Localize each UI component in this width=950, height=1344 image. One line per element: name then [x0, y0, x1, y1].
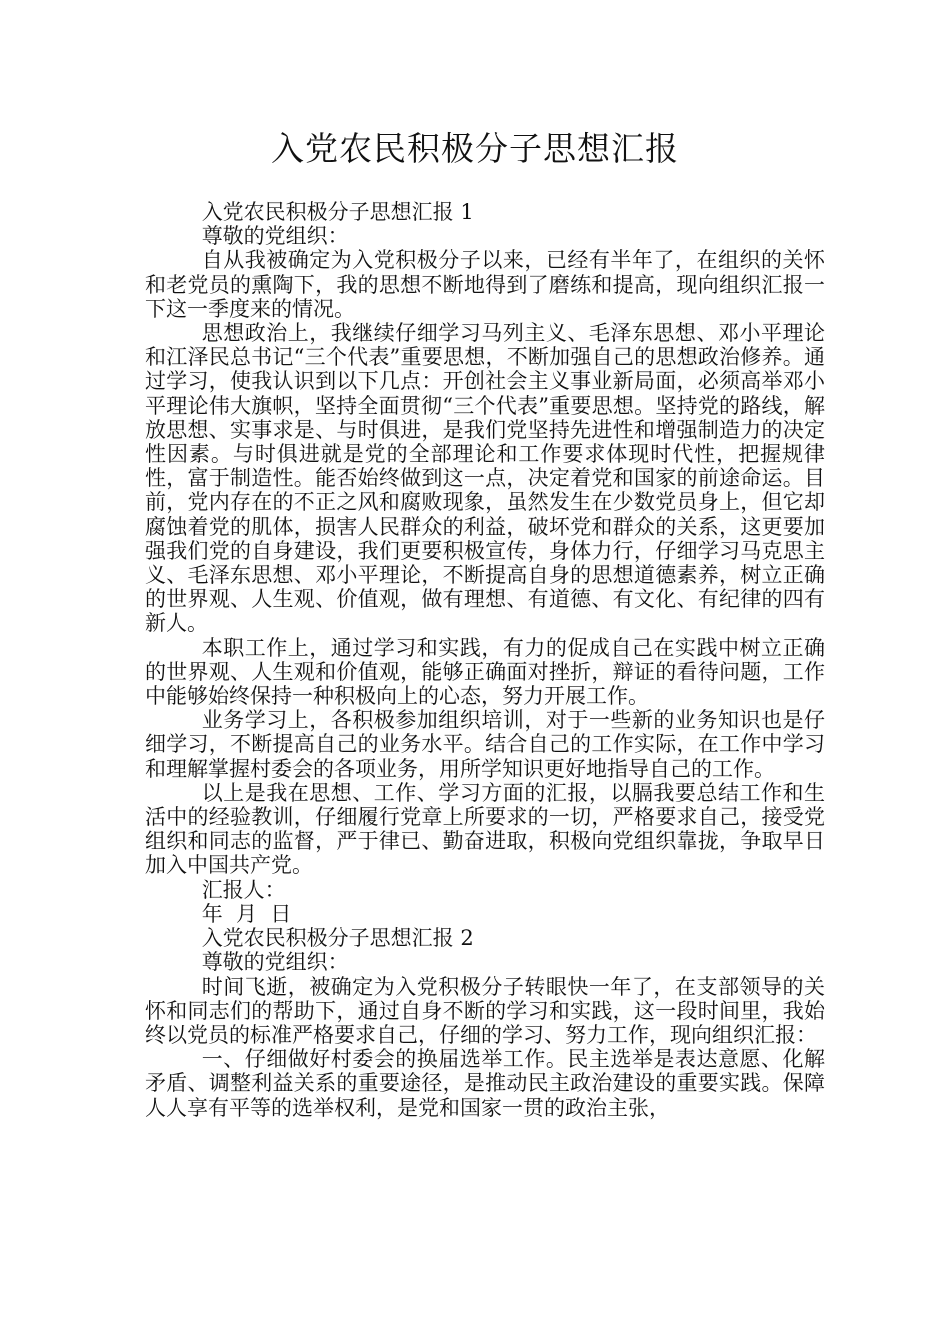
salutation: 尊敬的党组织： [201, 224, 349, 249]
document-body [145, 200, 825, 1120]
document-title: 入党农民积极分子思想汇报 [271, 129, 679, 168]
paragraph: 思想政治上，我继续仔细学习马列主义、毛泽东思想、邓小平理论和江泽民总书记“三个代表”重要思想，不断加强自己的思想政治修养。通过学习，使我认识到以下几点：开创社会主义事业新局面，必须高举邓小平理论伟大旗帜，坚持全面贯彻“三个代表”重要思想。坚持党的路线，解放思想、实事求是、与时俱进，是我们党坚持先进性和增强制造力的决定性因素。与时俱进就是党的全部理论和工作要求体现时代性，把握规律性，富于制造性。能否始终做到这一点，决定着党和国家的前途命运。目前，党内存在的不正之风和腐败现象，虽然发生在少数党员身上，但它却腐蚀着党的肌体，损害人民群众的利益，破坏党和群众的关系，这更要加强我们党的自身建设，我们更要积极宣传，身体力行，仔细学习马克思主义、毛泽东思想、邓小平理论，不断提高自身的思想道德素养，树立正确的世界观、人生观、价值观，做有理想、有道德、有文化、有纪律的四有新人。 [145, 321, 825, 636]
paragraph: 自从我被确定为入党积极分子以来，已经有半年了，在组织的关怀和老党员的熏陶下，我的思想不断地得到了磨练和提高，现向组织汇报一下这一季度来的情况。 [145, 248, 825, 321]
salutation: 尊敬的党组织： [201, 950, 349, 975]
signature-label: 汇报人： [201, 877, 286, 902]
paragraph: 本职工作上，通过学习和实践，有力的促成自己在实践中树立正确的世界观、人生观和价值观，能够正确面对挫折，辩证的看待问题，工作中能够始终保持一种积极向上的心态，努力开展工作。 [145, 635, 825, 709]
paragraph: 一、仔细做好村委会的换届选举工作。民主选举是表达意愿、化解矛盾、调整利益关系的重要途径，是推动民主政治建设的重要实践。保障人人享有平等的选举权利，是党和国家一贯的政治主张， [145, 1047, 825, 1120]
paragraph: 业务学习上，各积极参加组织培训，对于一些新的业务知识也是仔细学习，不断提高自己的业务水平。结合自己的工作实际，在工作中学习和理解掌握村委会的各项业务，用所学知识更好地指导自己的工作。 [145, 708, 825, 781]
date-line: 年 月 日 [201, 901, 292, 926]
section-heading-2: 入党农民积极分子思想汇报 2 [201, 926, 474, 951]
paragraph: 以上是我在思想、工作、学习方面的汇报，以膈我要总结工作和生活中的经验教训，仔细履行党章上所要求的一切，严格要求自己，接受党组织和同志的监督，严于律已、勤奋进取，积极向党组织靠拢，争取早日加入中国共产党。 [145, 780, 825, 878]
paragraph: 时间飞逝，被确定为入党积极分子转眼快一年了，在支部领导的关怀和同志们的帮助下，通过自身不断的学习和实践，这一段时间里，我始终以党员的标准严格要求自己，仔细的学习、努力工作，现向组织汇报： [145, 974, 825, 1047]
section-heading-1: 入党农民积极分子思想汇报 1 [201, 200, 474, 224]
